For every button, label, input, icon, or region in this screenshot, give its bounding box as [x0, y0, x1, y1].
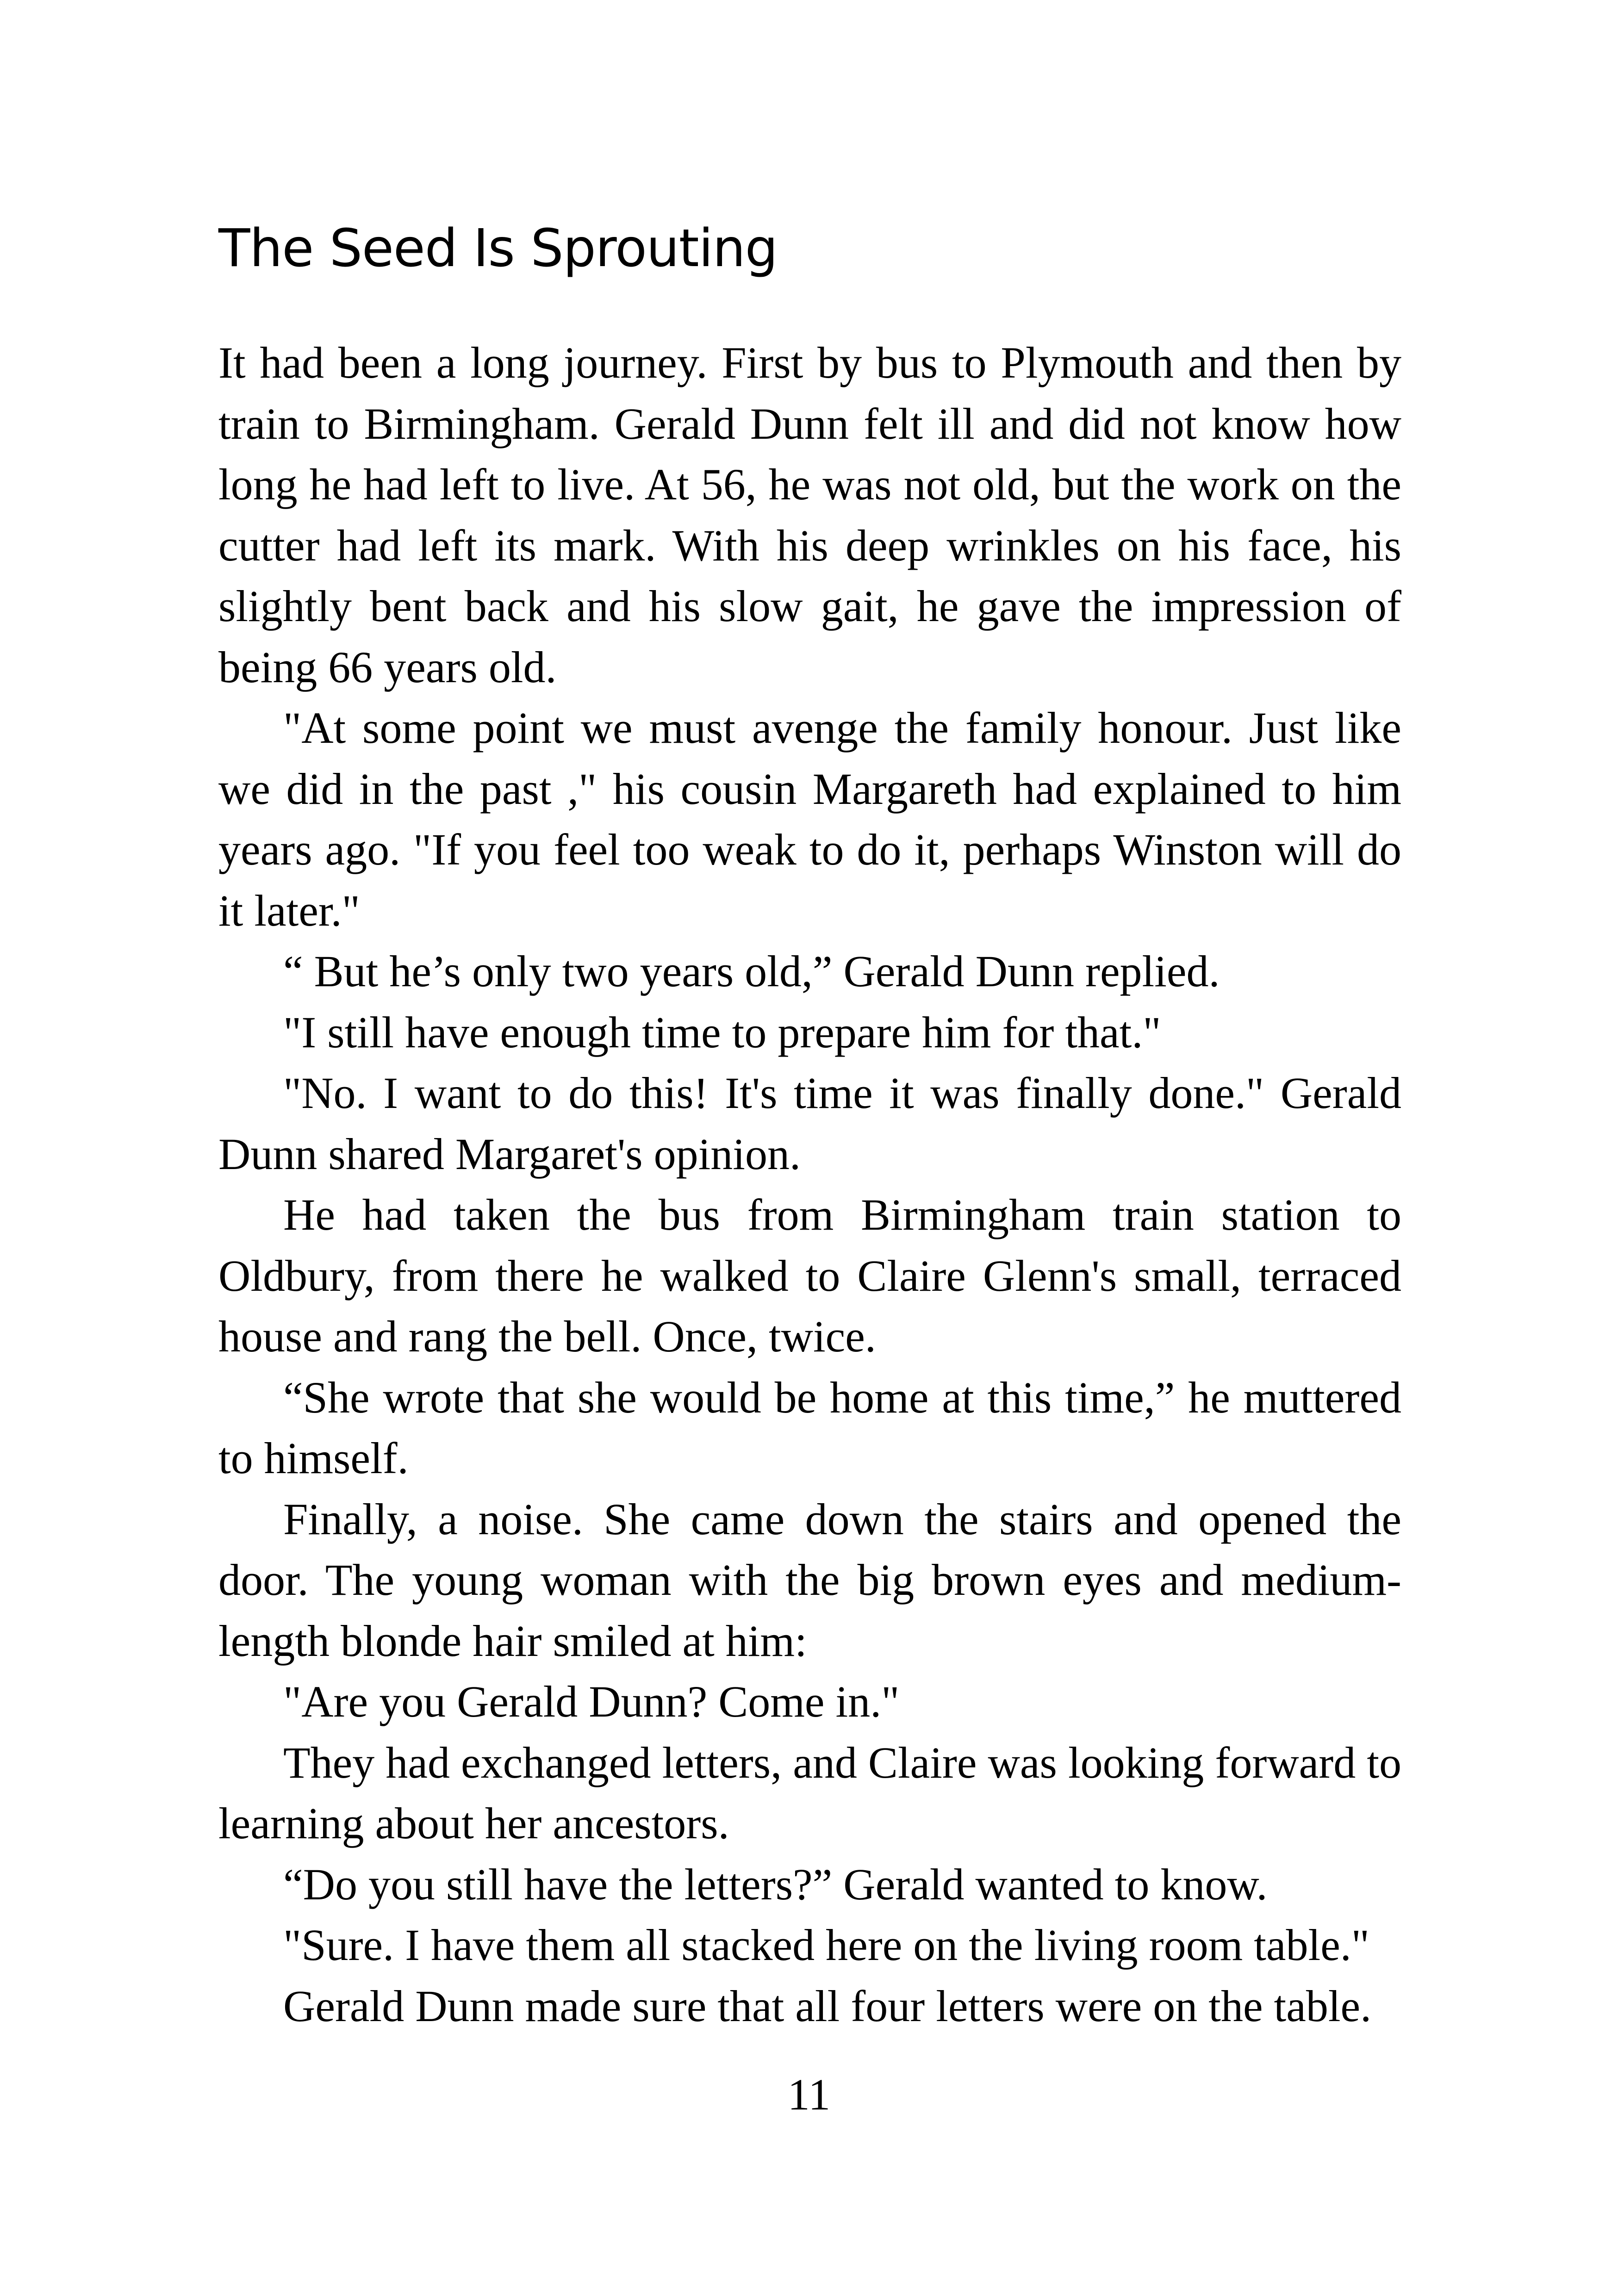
paragraph: "No. I want to do this! It's time it was finally done." Gerald Dunn shared Margaret's opinion. [218, 1068, 1401, 1179]
paragraph: Finally, a noise. She came down the stairs and opened the door. The young woman with the big brown eyes and medium-length blonde hair smiled at him: [218, 1494, 1401, 1666]
paragraph: They had exchanged letters, and Claire was looking forward to learning about her ancestors. [218, 1737, 1401, 1848]
paragraph: "I still have enough time to prepare him for that." [283, 1007, 1161, 1057]
chapter-title: The Seed Is Sprouting [218, 218, 778, 279]
paragraph: “ But he’s only two years old,” Gerald Dunn replied. [283, 946, 1220, 996]
paragraph: It had been a long journey. First by bus to Plymouth and then by train to Birmingham. Gerald Dunn felt ill and did not know how long he had left to live. At 56, he was not old, but the work on the cutter had left its mark. With his deep wrinkles on his face, his slightly bent back and his slow gait, he gave the impression of being 66 years old. [218, 338, 1401, 692]
paragraph: “Do you still have the letters?” Gerald wanted to know. [283, 1859, 1268, 1909]
paragraph: "At some point we must avenge the family honour. Just like we did in the past ," his cousin Margareth had explained to him years ago. "If you feel too weak to do it, perhaps Winston will do it later." [218, 703, 1401, 935]
paragraph: “She wrote that she would be home at this time,” he muttered to himself. [218, 1372, 1401, 1483]
chapter-body [218, 332, 1401, 2036]
paragraph: Gerald Dunn made sure that all four letters were on the table. [283, 1981, 1372, 2031]
paragraph: "Are you Gerald Dunn? Come in." [283, 1677, 900, 1726]
paragraph: He had taken the bus from Birmingham train station to Oldbury, from there he walked to Claire Glenn's small, terraced house and rang the bell. Once, twice. [218, 1190, 1401, 1361]
paragraph: "Sure. I have them all stacked here on the living room table." [283, 1920, 1369, 1970]
page-number: 11 [787, 2070, 831, 2119]
